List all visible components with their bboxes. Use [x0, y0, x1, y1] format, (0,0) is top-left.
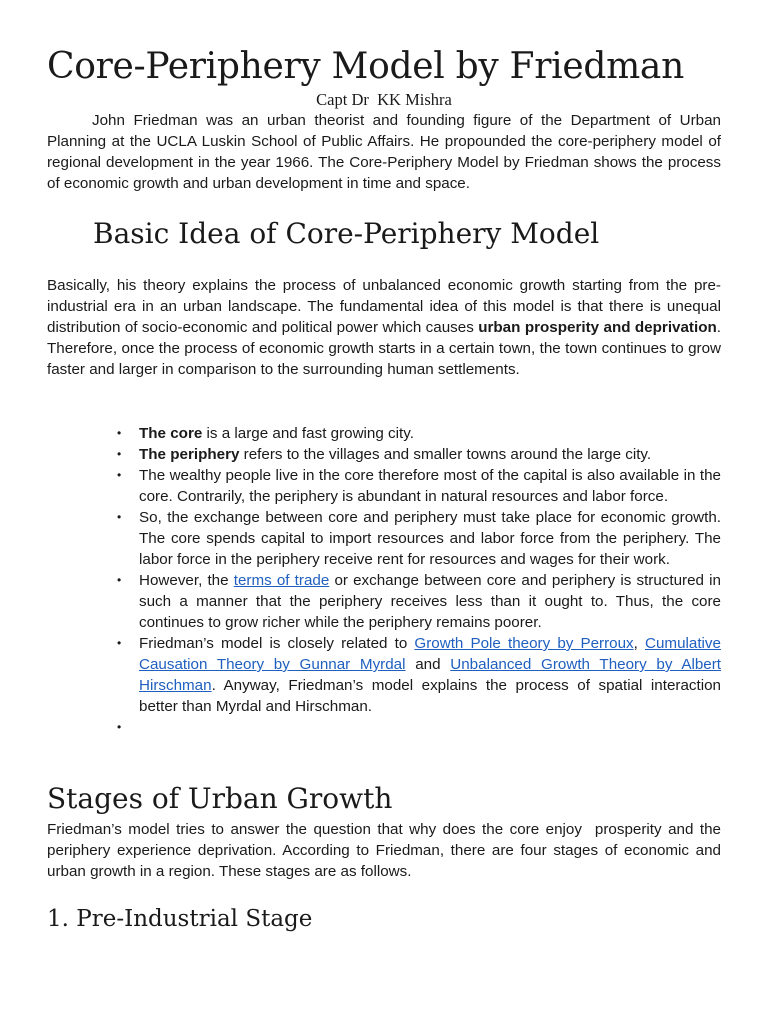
bullet-dot: •: [117, 447, 122, 461]
document-title: Core-Periphery Model by Friedman: [47, 46, 684, 87]
list-item-empty: [117, 717, 721, 738]
basic-idea-paragraph: [47, 275, 721, 380]
basic-idea-text-part1: Basically, his theory explains the process of unbalanced economic growth starting from the pre-industrial era in an urban landscape. The fundamental idea of this model is that there is unequal distribution of socio-economic and political power which causes: [47, 277, 721, 336]
bullet-text: However, the: [139, 572, 234, 589]
list-item: [117, 423, 721, 444]
basic-idea-bold-phrase: urban prosperity and deprivation: [478, 319, 717, 336]
bullet-dot: •: [117, 510, 122, 524]
author-line: Capt Dr KK Mishra: [316, 90, 452, 109]
bullet-text: ,: [633, 635, 645, 652]
terms-of-trade-link[interactable]: terms of trade: [233, 572, 330, 589]
growth-pole-theory-link[interactable]: Growth Pole theory by Perroux: [414, 635, 634, 652]
bullet-dot: •: [117, 720, 122, 734]
list-item: [117, 507, 721, 570]
bullet-text: and: [405, 656, 451, 673]
stages-paragraph: Friedman’s model tries to answer the question that why does the core enjoy prosperity and the periphery experience deprivation. According to Friedman, there are four stages of economic and urban growth in a region. These stages are as follows.: [47, 821, 726, 880]
unbalanced-growth-theory-link[interactable]: Unbalanced Growth Theory by Albert Hirschman: [139, 656, 721, 694]
bullet-text: So, the exchange between core and periphery must take place for economic growth. The core spends capital to import resources and labor force from the periphery. The labor force in the periphery receive rent for resources and wages for their work.: [139, 509, 721, 568]
bullet-text: refers to the villages and smaller towns around the large city.: [239, 446, 652, 463]
bullet-dot: •: [117, 468, 122, 482]
intro-paragraph: [47, 110, 721, 194]
list-item: [117, 444, 721, 465]
list-item: [117, 633, 721, 717]
section-heading-stages: Stages of Urban Growth: [47, 782, 393, 815]
list-item: [117, 570, 721, 633]
bullet-list: [117, 423, 721, 738]
bullet-dot: •: [117, 636, 122, 650]
bullet-bold-periphery: The periphery: [139, 446, 240, 463]
basic-idea-text-part2: . Therefore, once the process of economic growth starts in a certain town, the town continues to grow faster and larger in comparison to the surrounding human settlements.: [47, 319, 721, 378]
bullet-dot: •: [117, 426, 122, 440]
bullet-text: . Anyway, Friedman’s model explains the process of spatial interaction better than Myrdal and Hirschman.: [139, 677, 721, 715]
bullet-text: Friedman’s model is closely related to: [139, 635, 415, 652]
section-heading-pre-industrial: 1. Pre-Industrial Stage: [47, 906, 313, 932]
bullet-text: is a large and fast growing city.: [202, 425, 414, 442]
list-item: [117, 465, 721, 507]
cumulative-causation-theory-link[interactable]: Cumulative Causation Theory by Gunnar Myrdal: [139, 635, 721, 673]
bullet-text: or exchange between core and periphery is structured in such a manner that the periphery receives less than it ought to. Thus, the core continues to grow richer while the periphery remains poorer.: [139, 572, 721, 631]
intro-text: John Friedman was an urban theorist and founding figure of the Department of Urban Planning at the UCLA Luskin School of Public Affairs. He propounded the core-periphery model of regional development in the year 1966. The Core-Periphery Model by Friedman shows the process of economic growth and urban development in time and space.: [47, 112, 721, 192]
bullet-bold-core: The core: [139, 425, 203, 442]
bullet-dot: •: [117, 573, 122, 587]
bullet-text: The wealthy people live in the core therefore most of the capital is also available in the core. Contrarily, the periphery is abundant in natural resources and labor force.: [139, 467, 721, 505]
section-heading-basic-idea: Basic Idea of Core-Periphery Model: [93, 217, 600, 250]
